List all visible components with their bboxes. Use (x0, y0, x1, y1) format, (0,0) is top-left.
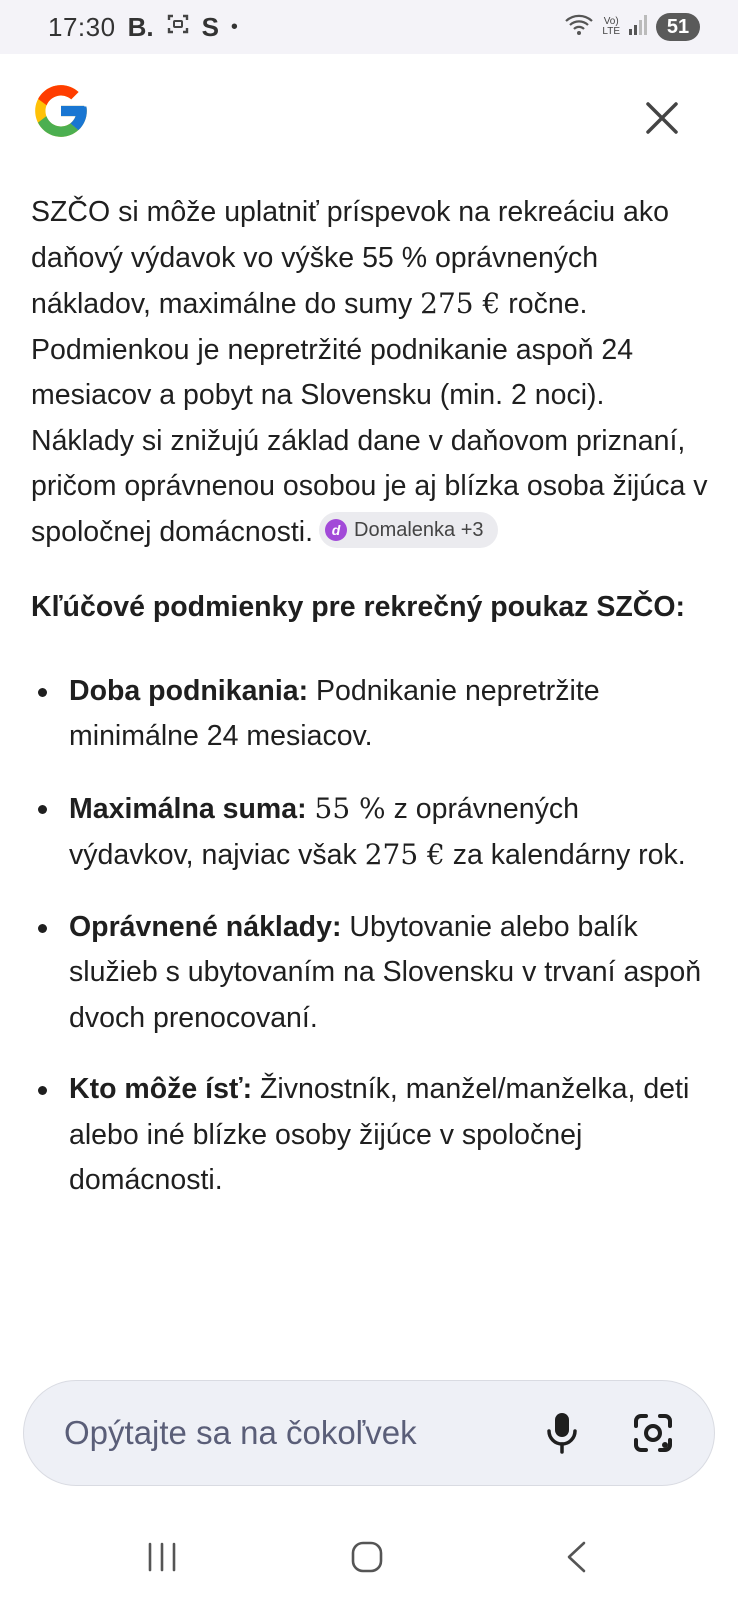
back-icon[interactable] (564, 1540, 588, 1574)
network-type (602, 17, 620, 37)
recents-icon[interactable] (146, 1542, 178, 1572)
wifi-icon (564, 13, 594, 42)
bullet-text-mid: z oprávnených výdavkov, najviac však (69, 792, 579, 871)
status-left (48, 12, 238, 43)
bullet-percent: 55 % (314, 791, 386, 825)
google-g-icon (30, 80, 92, 142)
section-heading: Kľúčové podmienky pre rekrečný poukaz SZČO: (31, 591, 685, 623)
microphone-icon[interactable] (544, 1411, 580, 1455)
home-icon[interactable] (350, 1540, 384, 1574)
list-item (31, 905, 711, 1042)
status-bar (0, 0, 738, 54)
bullet-text: Podnikanie nepretržite minimálne 24 mesiacov. (69, 674, 600, 752)
system-nav-bar (0, 1518, 738, 1600)
battery-indicator: 51 (656, 13, 700, 41)
search-input[interactable]: Opýtajte sa na čokoľvek (64, 1414, 417, 1451)
status-right (564, 13, 700, 42)
screenshot-icon (166, 12, 190, 43)
bullet-text: Živnostník, manžel/manželka, deti alebo iné blízke osoby žijúce v spoločnej domácnosti. (69, 1073, 690, 1196)
bullet-label: Maximálna suma: (69, 792, 307, 825)
summary-text-2: ročne. Podmienkou je nepretržité podnikanie aspoň 24 mesiacov a pobyt na Slovensku (min. 2 noci). Náklady si znižujú základ dane v daňovom priznaní, pričom oprávnenou osobou je aj blízka osoba žijúca v spoločnej domácnosti. (31, 288, 708, 548)
answer-summary (31, 190, 711, 555)
bullet-text-post: za kalendárny rok. (444, 839, 686, 871)
close-icon[interactable] (640, 96, 684, 140)
header (0, 54, 738, 172)
lte-label: LTE (602, 26, 620, 37)
sms-icon: S (201, 11, 219, 42)
list-item (31, 786, 711, 879)
volte-label: Vo) (603, 16, 619, 27)
summary-amount: 275 € (420, 287, 501, 320)
source-logo-icon: d (325, 519, 347, 541)
bullet-text-pre (307, 793, 315, 825)
conditions-list (31, 669, 711, 1204)
carrier-icon: B. (127, 11, 154, 42)
list-item (31, 1067, 711, 1204)
signal-icon (628, 14, 648, 41)
search-bar[interactable] (23, 1380, 715, 1486)
list-item (31, 669, 711, 760)
google-lens-icon[interactable] (632, 1412, 674, 1454)
bullet-text: Ubytovanie alebo balík služieb s ubytovaním na Slovensku v trvaní aspoň dvoch prenocovaní. (69, 910, 702, 1034)
source-chip-label: Domalenka +3 (354, 518, 484, 541)
bullet-label: Oprávnené náklady: (69, 910, 342, 943)
bullet-label: Doba podnikania: (69, 674, 309, 707)
summary-text-1: SZČO si môže uplatniť príspevok na rekreáciu ako daňový výdavok vo výške 55 % oprávnených nákladov, maximálne do sumy (31, 196, 669, 320)
notification-dot: • (230, 15, 238, 38)
ai-answer (31, 190, 711, 1230)
bullet-amount: 275 € (364, 838, 445, 871)
bullet-label: Kto môže ísť: (69, 1073, 253, 1105)
source-chip[interactable] (319, 512, 498, 548)
status-time: 17:30 (48, 11, 116, 42)
